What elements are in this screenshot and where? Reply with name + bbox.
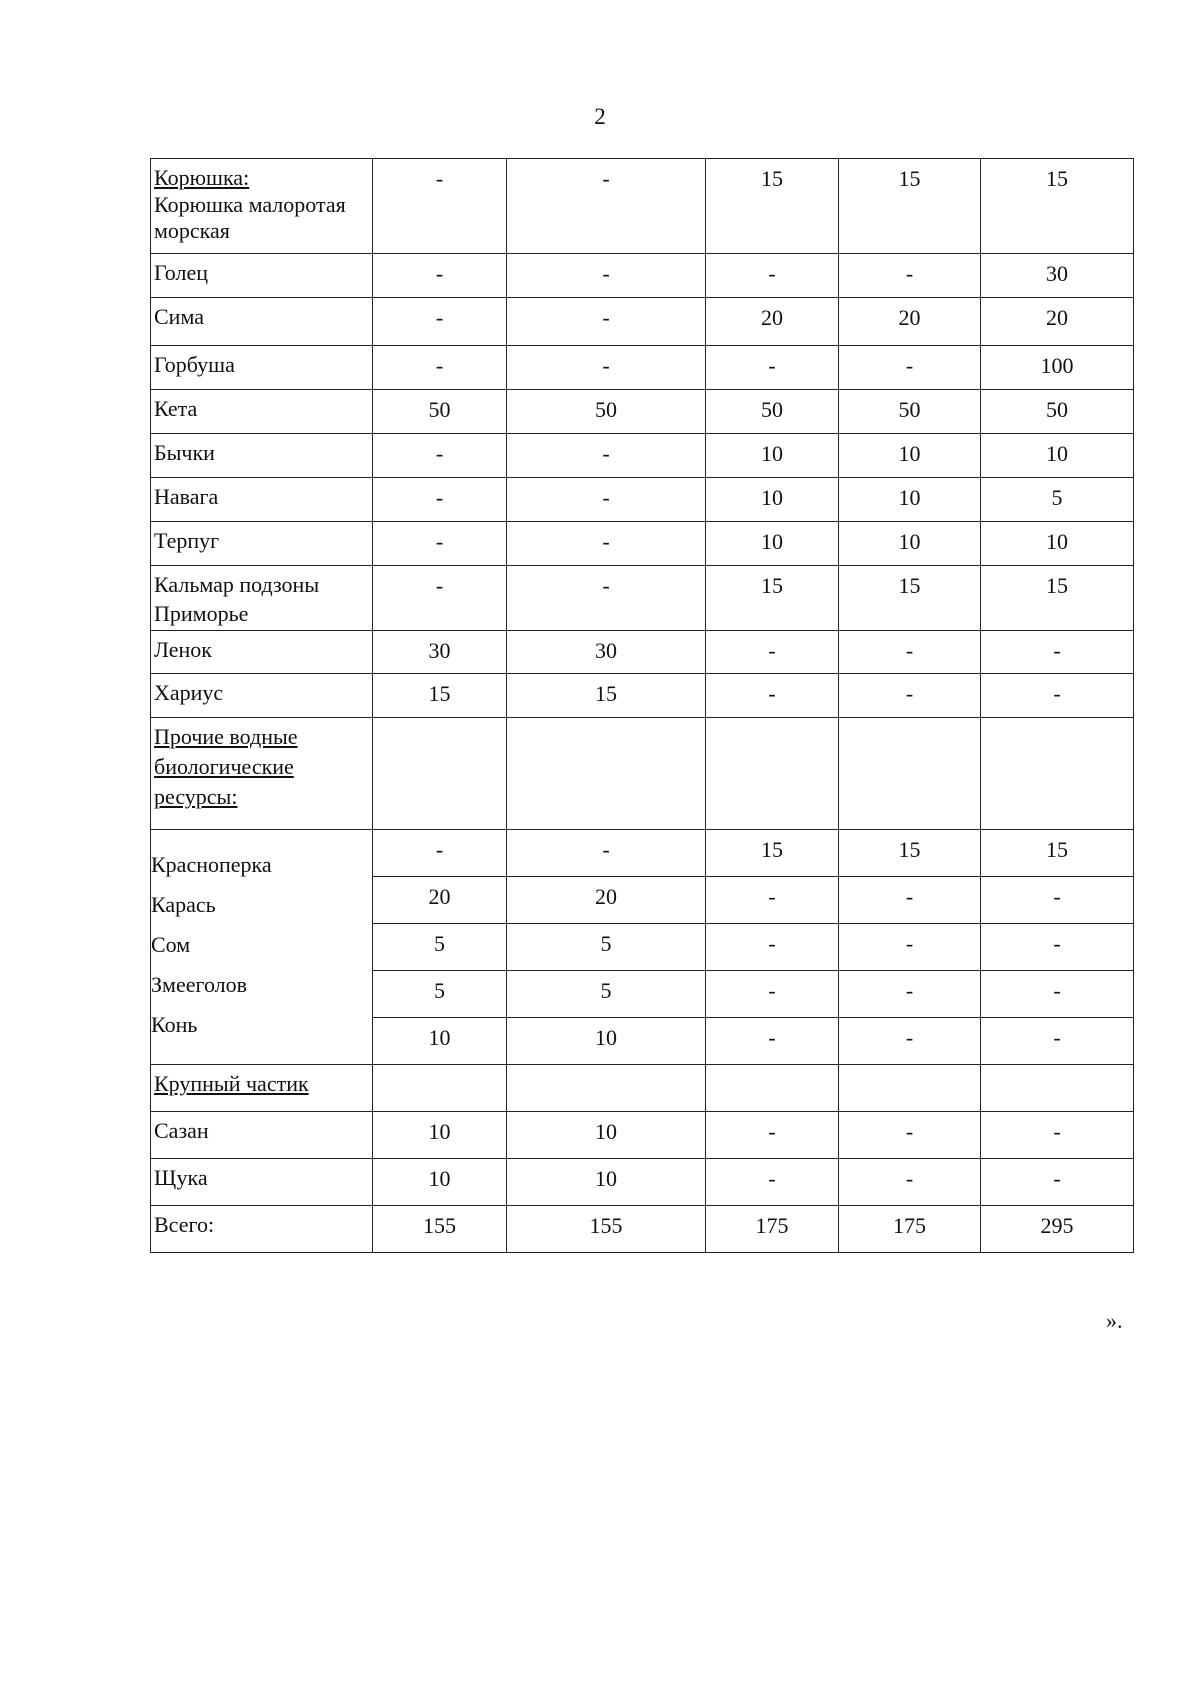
value-cell: -: [373, 478, 507, 522]
group-heading: Крупный частик: [151, 1065, 373, 1112]
value-cell: -: [373, 830, 507, 877]
value-cell: 5: [507, 924, 706, 971]
table-row: [151, 1112, 1134, 1159]
value-cell: 20: [706, 298, 839, 346]
value-cell: 175: [839, 1206, 981, 1253]
table-row: [151, 830, 1134, 877]
value-cell: -: [981, 674, 1134, 718]
table-row: [151, 566, 1134, 631]
value-cell: -: [839, 1018, 981, 1065]
value-cell: -: [706, 971, 839, 1018]
table-row: [151, 298, 1134, 346]
value-cell: -: [706, 1018, 839, 1065]
value-cell: 10: [706, 522, 839, 566]
species-name-cell: Сазан: [151, 1112, 373, 1159]
value-cell: 10: [507, 1159, 706, 1206]
empty-cell: [839, 718, 981, 830]
value-cell: 5: [507, 971, 706, 1018]
species-name-cell: Щука: [151, 1159, 373, 1206]
value-cell: 30: [373, 631, 507, 674]
value-cell: -: [507, 522, 706, 566]
value-cell: 155: [507, 1206, 706, 1253]
value-cell: -: [507, 159, 706, 254]
value-cell: 10: [981, 434, 1134, 478]
value-cell: -: [839, 674, 981, 718]
value-cell: 50: [981, 390, 1134, 434]
value-cell: -: [706, 346, 839, 390]
value-cell: 295: [981, 1206, 1134, 1253]
species-name-cell: Ленок: [151, 631, 373, 674]
value-cell: -: [706, 924, 839, 971]
page-number: 2: [594, 104, 606, 129]
value-cell: -: [706, 1112, 839, 1159]
empty-cell: [507, 718, 706, 830]
value-cell: -: [706, 1159, 839, 1206]
value-cell: -: [507, 478, 706, 522]
value-cell: -: [981, 971, 1134, 1018]
quota-table-body: [151, 159, 1134, 1253]
table-row: [151, 478, 1134, 522]
value-cell: 15: [507, 674, 706, 718]
value-cell: 20: [507, 877, 706, 924]
value-cell: 30: [981, 254, 1134, 298]
table-row: [151, 1159, 1134, 1206]
species-name: Карась: [151, 892, 216, 917]
value-cell: 10: [706, 478, 839, 522]
table-row: [151, 434, 1134, 478]
value-cell: 175: [706, 1206, 839, 1253]
quota-table: [150, 158, 1134, 1253]
value-cell: -: [839, 254, 981, 298]
value-cell: 30: [507, 631, 706, 674]
species-name: Красноперка: [151, 852, 272, 877]
value-cell: -: [706, 877, 839, 924]
value-cell: 10: [373, 1112, 507, 1159]
value-cell: 10: [839, 434, 981, 478]
species-name-cell: Кальмар подзоны Приморье: [151, 566, 373, 631]
value-cell: 50: [507, 390, 706, 434]
value-cell: -: [507, 830, 706, 877]
empty-cell: [981, 1065, 1134, 1112]
value-cell: -: [839, 1112, 981, 1159]
value-cell: 100: [981, 346, 1134, 390]
value-cell: 15: [839, 159, 981, 254]
species-name-cell: Хариус: [151, 674, 373, 718]
value-cell: 15: [981, 830, 1134, 877]
species-name-cell: Бычки: [151, 434, 373, 478]
table-row: [151, 346, 1134, 390]
group-heading: Корюшка:: [154, 165, 250, 190]
value-cell: -: [839, 924, 981, 971]
species-name: Сом: [151, 932, 191, 957]
species-name-cell: Навага: [151, 478, 373, 522]
empty-cell: [706, 718, 839, 830]
value-cell: 15: [706, 159, 839, 254]
table-row: [151, 674, 1134, 718]
value-cell: -: [981, 877, 1134, 924]
value-cell: -: [373, 566, 507, 631]
closing-quote-mark: ».: [1106, 1308, 1123, 1333]
empty-cell: [507, 1065, 706, 1112]
value-cell: 20: [373, 877, 507, 924]
value-cell: -: [373, 434, 507, 478]
empty-cell: [706, 1065, 839, 1112]
value-cell: 5: [373, 924, 507, 971]
value-cell: 15: [981, 566, 1134, 631]
group-heading-row: [151, 1065, 1134, 1112]
value-cell: 5: [981, 478, 1134, 522]
group-heading: Прочие водные биологические ресурсы:: [151, 718, 373, 830]
value-cell: -: [839, 971, 981, 1018]
empty-cell: [373, 718, 507, 830]
value-cell: 10: [507, 1112, 706, 1159]
table-row: [151, 522, 1134, 566]
value-cell: -: [507, 298, 706, 346]
value-cell: 20: [981, 298, 1134, 346]
species-name: Змееголов: [151, 972, 248, 997]
empty-cell: [981, 718, 1134, 830]
value-cell: -: [507, 254, 706, 298]
value-cell: -: [839, 346, 981, 390]
empty-cell: [839, 1065, 981, 1112]
value-cell: -: [839, 1159, 981, 1206]
species-name-block: [151, 830, 373, 1065]
value-cell: 50: [839, 390, 981, 434]
value-cell: 10: [373, 1159, 507, 1206]
value-cell: 50: [373, 390, 507, 434]
value-cell: 15: [839, 830, 981, 877]
value-cell: -: [706, 254, 839, 298]
empty-cell: [373, 1065, 507, 1112]
value-cell: 10: [981, 522, 1134, 566]
species-name: Корюшка малоротая морская: [154, 192, 346, 243]
value-cell: -: [373, 254, 507, 298]
table-row: [151, 390, 1134, 434]
value-cell: -: [507, 566, 706, 631]
species-name-cell: Терпуг: [151, 522, 373, 566]
species-name-cell: Кета: [151, 390, 373, 434]
table-row: [151, 631, 1134, 674]
value-cell: 10: [706, 434, 839, 478]
value-cell: -: [981, 1018, 1134, 1065]
group-heading-row: [151, 718, 1134, 830]
value-cell: -: [373, 346, 507, 390]
value-cell: -: [373, 159, 507, 254]
value-cell: 15: [706, 830, 839, 877]
species-name-cell: Горбуша: [151, 346, 373, 390]
value-cell: 10: [373, 1018, 507, 1065]
value-cell: -: [507, 434, 706, 478]
value-cell: 5: [373, 971, 507, 1018]
value-cell: -: [373, 522, 507, 566]
value-cell: 15: [373, 674, 507, 718]
total-label: Всего:: [151, 1206, 373, 1253]
value-cell: -: [981, 924, 1134, 971]
value-cell: -: [373, 298, 507, 346]
value-cell: 15: [706, 566, 839, 631]
value-cell: 10: [507, 1018, 706, 1065]
value-cell: 15: [839, 566, 981, 631]
value-cell: 10: [839, 522, 981, 566]
species-name-cell: Сима: [151, 298, 373, 346]
value-cell: 15: [981, 159, 1134, 254]
value-cell: -: [706, 631, 839, 674]
species-name-cell: [151, 159, 373, 254]
value-cell: -: [981, 1112, 1134, 1159]
value-cell: -: [981, 1159, 1134, 1206]
table-row: [151, 159, 1134, 254]
value-cell: -: [507, 346, 706, 390]
total-row: [151, 1206, 1134, 1253]
value-cell: -: [839, 631, 981, 674]
table-row: [151, 254, 1134, 298]
value-cell: 20: [839, 298, 981, 346]
value-cell: 10: [839, 478, 981, 522]
species-name: Конь: [151, 1012, 198, 1037]
value-cell: -: [839, 877, 981, 924]
value-cell: 155: [373, 1206, 507, 1253]
value-cell: -: [981, 631, 1134, 674]
value-cell: -: [706, 674, 839, 718]
value-cell: 50: [706, 390, 839, 434]
species-name-cell: Голец: [151, 254, 373, 298]
